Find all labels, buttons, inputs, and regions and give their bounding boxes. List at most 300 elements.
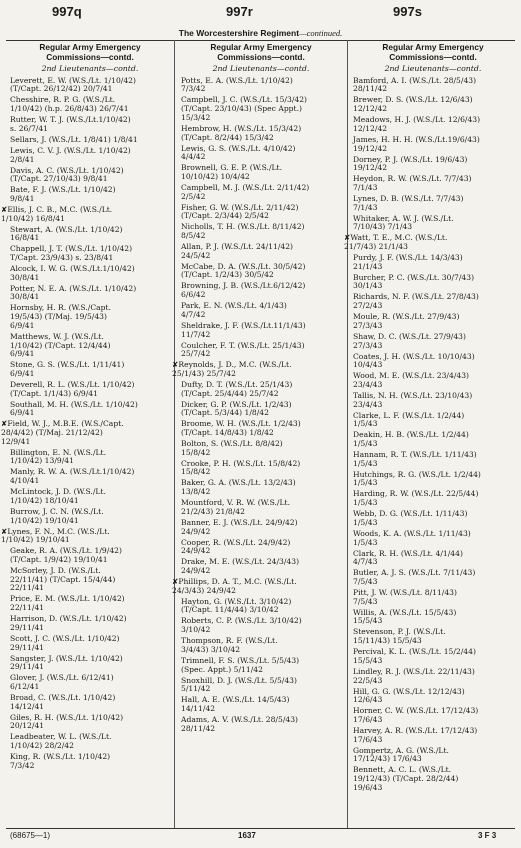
entry-line: Geake, R. A. (W.S./Lt. 1/9/42) bbox=[10, 546, 122, 556]
entry-line: 14/12/41 bbox=[10, 701, 45, 711]
entry-line: T/Capt. 23/9/43) s. 23/8/41 bbox=[10, 253, 114, 263]
entry-line: Watt, T. E., M.C. (W.S./Lt. bbox=[350, 233, 448, 243]
officer-entry bbox=[181, 282, 341, 299]
entry-line: 19/5/43) (T/Maj. 19/5/43) bbox=[10, 312, 107, 322]
entry-list bbox=[1, 75, 170, 771]
entry-line: McCabe, D. A. (W.S./Lt. 30/5/42) bbox=[181, 261, 306, 271]
officer-entry bbox=[353, 293, 513, 310]
entry-line: Drake, M. E. (W.S./Lt. 24/3/43) bbox=[181, 557, 300, 567]
entry-line: Sangster, J. (W.S./Lt. 1/10/42) bbox=[10, 653, 123, 663]
entry-line: King, R. (W.S./Lt. 1/10/42) bbox=[10, 752, 111, 762]
officer-entry bbox=[353, 175, 513, 192]
entry-line: Potts, E. A. (W.S./Lt. 1/10/42) bbox=[181, 75, 293, 85]
entry-line: Dufty, D. T. (W.S./Lt. 25/1/43) bbox=[181, 379, 293, 389]
entry-line: Browning, J. B. (W.S./Lt.6/12/42) bbox=[181, 281, 306, 291]
entry-line: 5/11/42 bbox=[181, 684, 211, 694]
entry-line: Lynes, F. N., M.C. (W.S./Lt. bbox=[7, 526, 110, 536]
entry-line: 23/4/43 bbox=[353, 379, 383, 389]
officer-entry bbox=[181, 342, 341, 359]
officer-entry bbox=[10, 333, 170, 359]
entry-line: Horner, C. W. (W.S./Lt. 17/12/43) bbox=[353, 706, 479, 716]
column-heading-contd: Commissions—contd. bbox=[389, 52, 477, 62]
column-center bbox=[172, 42, 341, 736]
entry-line: 25/7/42 bbox=[181, 349, 211, 359]
entry-line: Whitaker, A. W. J. (W.S./Lt. bbox=[353, 213, 454, 223]
entry-line: 8/5/42 bbox=[181, 231, 206, 241]
entry-line: 15/3/42 bbox=[181, 112, 211, 122]
footer-signature: 3 F 3 bbox=[478, 831, 497, 840]
entry-line: Meadows, H. J. (W.S./Lt. 12/6/43) bbox=[353, 115, 481, 125]
entry-line: Manly, R. W. A. (W.S./Lt.1/10/42) bbox=[10, 467, 135, 477]
entry-line: Broad, C. (W.S./Lt. 1/10/42) bbox=[10, 692, 116, 702]
officer-entry bbox=[353, 313, 513, 330]
entry-line: Giles, R. H. (W.S./Lt. 1/10/42) bbox=[10, 712, 124, 722]
entry-line: 17/6/43 bbox=[353, 714, 383, 724]
column-heading: Regular Army Emergency bbox=[382, 42, 484, 52]
entry-line: Burcher, P. C. (W.S./Lt. 30/7/43) bbox=[353, 272, 475, 282]
officer-entry bbox=[181, 598, 341, 615]
entry-line: 4/7/42 bbox=[181, 309, 206, 319]
entry-line: 6/9/41 bbox=[10, 368, 35, 378]
entry-line: McLintock, J. D. (W.S./Lt. bbox=[10, 487, 106, 497]
entry-line: Mountford, V. R. W. (W.S./Lt. bbox=[181, 498, 290, 508]
entry-line: 16/8/41 bbox=[10, 233, 40, 243]
entry-line: Bamford, A. I. (W.S./Lt. 28/5/43) bbox=[353, 75, 477, 85]
officer-entry bbox=[10, 694, 170, 711]
officer-entry bbox=[181, 657, 341, 674]
officer-entry bbox=[181, 204, 341, 221]
entry-line: 29/11/41 bbox=[10, 662, 45, 672]
entry-line: 7/3/42 bbox=[181, 84, 206, 94]
entry-line: 15/11/43) 15/5/43 bbox=[353, 636, 422, 646]
entry-list bbox=[172, 75, 341, 734]
entry-line: Nicholls, T. H. (W.S./Lt. 8/11/42) bbox=[181, 222, 305, 232]
entry-line: 19/6/43 bbox=[353, 782, 383, 792]
officer-entry bbox=[181, 263, 341, 280]
officer-entry bbox=[353, 156, 513, 173]
entry-line: 1/5/43 bbox=[353, 458, 378, 468]
entry-line: (T/Capt. 5/3/44) 1/8/42 bbox=[181, 408, 269, 418]
officer-entry bbox=[181, 539, 341, 556]
officer-entry bbox=[1, 526, 170, 545]
officer-entry bbox=[10, 136, 170, 145]
top-rule bbox=[6, 40, 515, 41]
entry-line: Baker, G. A. (W.S./Lt. 13/2/43) bbox=[181, 478, 296, 488]
entry-line: Webb, D. G. (W.S./Lt. 1/11/43) bbox=[353, 509, 468, 519]
officer-entry bbox=[353, 490, 513, 507]
entry-line: 1/5/43 bbox=[353, 517, 378, 527]
entry-line: 24/5/42 bbox=[181, 250, 211, 260]
entry-line: Thompson, R. F. (W.S./Lt. bbox=[181, 636, 278, 646]
officer-entry bbox=[181, 440, 341, 457]
entry-line: Reynolds, J. D., M.C. (W.S./Lt. bbox=[178, 360, 292, 370]
entry-line: 4/4/42 bbox=[181, 152, 206, 162]
entry-line: Campbell, M. J. (W.S./Lt. 2/11/42) bbox=[181, 182, 310, 192]
officer-entry bbox=[10, 547, 170, 564]
entry-line: 19/12/42 bbox=[353, 163, 388, 173]
officer-entry bbox=[1, 419, 170, 446]
officer-entry bbox=[1, 204, 170, 223]
regiment-heading bbox=[0, 28, 521, 38]
entry-line: 7/1/43 bbox=[353, 182, 378, 192]
officer-entry bbox=[10, 753, 170, 770]
column-right bbox=[344, 42, 513, 795]
officer-entry bbox=[353, 550, 513, 567]
officer-entry bbox=[353, 412, 513, 429]
entry-line: 28/11/42 bbox=[353, 84, 388, 94]
entry-line: Cooper, R. (W.S./Lt. 24/9/42) bbox=[181, 537, 291, 547]
entry-line: Dicker, G. P. (W.S./Lt. 1/2/43) bbox=[181, 399, 292, 409]
entry-line: 29/11/41 bbox=[10, 642, 45, 652]
officer-entry bbox=[353, 766, 513, 792]
entry-line: (T/Capt. 11/4/44) 3/10/42 bbox=[181, 605, 279, 615]
entry-line: 1/10/42) (T/Capt. 12/4/44) bbox=[10, 340, 111, 350]
column-heading: Regular Army Emergency bbox=[39, 42, 141, 52]
officer-entry bbox=[353, 510, 513, 527]
entry-line: 15/5/43 bbox=[353, 655, 383, 665]
officer-entry bbox=[10, 361, 170, 378]
page-number-center: 997r bbox=[226, 4, 253, 19]
officer-entry bbox=[10, 508, 170, 525]
entry-line: 28/11/42 bbox=[181, 723, 216, 733]
entry-line: 1/5/43 bbox=[353, 419, 378, 429]
entry-line: 27/2/43 bbox=[353, 301, 383, 311]
entry-line: 22/11/41) (T/Capt. 15/4/44) bbox=[10, 574, 116, 584]
entry-line: Roberts, C. P. (W.S./Lt. 3/10/42) bbox=[181, 616, 302, 626]
entry-line: 24/9/42 bbox=[181, 546, 211, 556]
entry-line: (T/Capt. 2/3/44) 2/5/42 bbox=[181, 211, 269, 221]
entry-line: 21/2/43) 21/8/42 bbox=[181, 506, 245, 516]
entry-line: Clark, R. H. (W.S./Lt. 4/1/44) bbox=[353, 548, 463, 558]
officer-entry bbox=[181, 381, 341, 398]
bottom-rule bbox=[6, 828, 515, 829]
entry-line: 9/8/41 bbox=[10, 193, 35, 203]
officer-entry bbox=[353, 195, 513, 212]
entry-line: 21/7/43) 21/1/43 bbox=[344, 242, 408, 252]
entry-line: 6/6/42 bbox=[181, 290, 206, 300]
entry-line: Woods, K. A. (W.S./Lt. 1/11/43) bbox=[353, 528, 471, 538]
cross-mark-icon: ✘ bbox=[344, 233, 351, 243]
entry-line: Fisher, G. W. (W.S./Lt. 2/11/42) bbox=[181, 202, 299, 212]
entry-line: 7/3/42 bbox=[10, 760, 35, 770]
entry-line: 19/12/42 bbox=[353, 143, 388, 153]
entry-line: Pitt, J. W. (W.S./Lt. 8/11/43) bbox=[353, 587, 457, 597]
officer-entry bbox=[181, 460, 341, 477]
entry-line: Lewis, G. S. (W.S./Lt. 4/10/42) bbox=[181, 143, 296, 153]
officer-entry bbox=[181, 479, 341, 496]
entry-line: Billington, E. N. (W.S./Lt. bbox=[10, 447, 107, 457]
entry-line: 1/5/43 bbox=[353, 439, 378, 449]
entry-line: 1/10/42) (h.p. 26/8/43) 26/7/41 bbox=[10, 104, 129, 114]
entry-line: 6/12/41 bbox=[10, 681, 40, 691]
officer-entry bbox=[181, 243, 341, 260]
entry-line: Purdy, J. F. (W.S./Lt. 14/3/43) bbox=[353, 253, 463, 263]
officer-entry bbox=[181, 558, 341, 575]
entry-line: Ellis, J. C. B., M.C. (W.S./Lt. bbox=[7, 204, 113, 214]
entry-line: (Spec. Appt.) 5/11/42 bbox=[181, 664, 263, 674]
entry-line: 1/10/42) 28/2/42 bbox=[10, 741, 74, 751]
cross-mark-icon: ✘ bbox=[1, 419, 8, 429]
entry-line: Deakin, H. B. (W.S./Lt. 1/2/44) bbox=[353, 430, 469, 440]
column-heading-contd: Commissions—contd. bbox=[217, 52, 305, 62]
entry-line: (T/Capt. 1/9/42) 19/10/41 bbox=[10, 554, 108, 564]
officer-entry bbox=[10, 116, 170, 133]
entry-line: Harvey, A. R. (W.S./Lt. 17/12/43) bbox=[353, 725, 478, 735]
officer-entry bbox=[353, 609, 513, 626]
entry-line: 24/9/42 bbox=[181, 526, 211, 536]
officer-entry bbox=[181, 499, 341, 516]
entry-line: Rutter, W. T. J. (W.S./Lt.1/10/42) bbox=[10, 115, 131, 125]
entry-line: 10/4/43 bbox=[353, 360, 383, 370]
entry-line: Percival, K. L. (W.S./Lt. 15/2/44) bbox=[353, 647, 476, 657]
officer-entry bbox=[10, 714, 170, 731]
entry-line: 22/5/43 bbox=[353, 675, 383, 685]
entry-line: Wood, M. E. (W.S./Lt. 23/4/43) bbox=[353, 371, 470, 381]
entry-line: Crooke, P. H. (W.S./Lt. 15/8/42) bbox=[181, 458, 301, 468]
entry-line: Harding, R. W. (W.S./Lt. 22/5/44) bbox=[353, 489, 479, 499]
officer-entry bbox=[353, 136, 513, 153]
regiment-name: The Worcestershire Regiment bbox=[178, 28, 300, 38]
entry-line: Heydon, R. W. (W.S./Lt. 7/7/43) bbox=[353, 174, 472, 184]
officer-entry bbox=[353, 372, 513, 389]
officer-entry bbox=[353, 353, 513, 370]
page-number-left: 997q bbox=[52, 4, 82, 19]
cross-mark-icon: ✘ bbox=[172, 360, 179, 370]
entry-line: 7/5/43 bbox=[353, 576, 378, 586]
officer-entry bbox=[10, 96, 170, 113]
entry-line: Banner, E. J. (W.S./Lt. 24/9/42) bbox=[181, 517, 298, 527]
officer-entry bbox=[353, 648, 513, 665]
entry-line: Bolton, S. (W.S./Lt. 8/8/42) bbox=[181, 439, 283, 449]
entry-line: Hornsby, H. R. (W.S./Capt. bbox=[10, 303, 111, 313]
entry-line: Park, E. N. (W.S./Lt. 4/1/43) bbox=[181, 301, 287, 311]
officer-entry bbox=[353, 471, 513, 488]
entry-line: 28/4/42) (T/Maj. 21/12/42) bbox=[1, 428, 103, 438]
entry-line: Leverett, E. W. (W.S./Lt. 1/10/42) bbox=[10, 75, 136, 85]
entry-line: 12/6/43 bbox=[353, 695, 383, 705]
entry-line: 22/11/41 bbox=[10, 603, 45, 613]
entry-line: (T/Capt. 8/2/44) 15/3/42 bbox=[181, 132, 274, 142]
entry-line: Richards, N. F. (W.S./Lt. 27/8/43) bbox=[353, 292, 479, 302]
entry-line: 4/10/41 bbox=[10, 476, 40, 486]
entry-line: Lindley, R. J. (W.S./Lt. 22/11/43) bbox=[353, 666, 475, 676]
entry-line: 30/1/43 bbox=[353, 281, 383, 291]
officer-entry bbox=[353, 628, 513, 645]
officer-entry bbox=[353, 668, 513, 685]
entry-line: Price, E. M. (W.S./Lt. 1/10/42) bbox=[10, 594, 125, 604]
entry-line: Broome, W. H. (W.S./Lt. 1/2/43) bbox=[181, 419, 301, 429]
entry-line: 1/10/42) 19/10/41 bbox=[10, 515, 79, 525]
officer-entry bbox=[10, 186, 170, 203]
entry-line: 17/12/43) 17/6/43 bbox=[353, 754, 422, 764]
entry-line: (T/Capt. 26/12/42) 20/7/41 bbox=[10, 84, 113, 94]
page-numbers bbox=[0, 4, 521, 26]
entry-line: James, H. H. H. (W.S./Lt.19/6/43) bbox=[353, 134, 480, 144]
entry-line: 24/3/43) 24/9/42 bbox=[172, 585, 236, 595]
entry-list bbox=[344, 75, 513, 793]
cross-mark-icon: ✘ bbox=[1, 526, 8, 536]
officer-entry bbox=[181, 617, 341, 634]
entry-line: 13/8/42 bbox=[181, 487, 211, 497]
entry-line: Davis, A. C. (W.S./Lt. 1/10/42) bbox=[10, 165, 124, 175]
entry-line: (T/Capt. 1/2/43) 30/5/42 bbox=[181, 270, 274, 280]
officer-entry bbox=[10, 226, 170, 243]
officer-entry bbox=[353, 254, 513, 271]
entry-line: 4/7/43 bbox=[353, 557, 378, 567]
officer-entry bbox=[344, 233, 513, 252]
entry-line: 1/5/43 bbox=[353, 498, 378, 508]
entry-line: 15/8/42 bbox=[181, 447, 211, 457]
officer-entry bbox=[10, 567, 170, 593]
entry-line: Hall, A. E. (W.S./Lt. 14/5/43) bbox=[181, 695, 290, 705]
entry-line: 1/5/43 bbox=[353, 478, 378, 488]
entry-line: 3/10/42 bbox=[181, 625, 211, 635]
entry-line: Harrison, D. (W.S./Lt. 1/10/42) bbox=[10, 614, 127, 624]
entry-line: (T/Capt. 14/8/43) 1/8/42 bbox=[181, 428, 274, 438]
entry-line: Hannam, R. T. (W.S./Lt. 1/11/43) bbox=[353, 450, 477, 460]
entry-line: 19/12/43) (T/Capt. 28/2/44) bbox=[353, 774, 459, 784]
entry-line: Leadbeater, W. L. (W.S./Lt. bbox=[10, 732, 112, 742]
officer-entry bbox=[10, 674, 170, 691]
entry-line: 1/10/42) 19/10/41 bbox=[1, 535, 70, 545]
officer-entry bbox=[353, 431, 513, 448]
officer-entry bbox=[181, 302, 341, 319]
entry-line: Stevenson, P. J. (W.S./Lt. bbox=[353, 627, 446, 637]
entry-line: Gompertz, A. G. (W.S./Lt. bbox=[353, 745, 449, 755]
entry-line: Clarke, L. F. (W.S./Lt. 1/2/44) bbox=[353, 410, 465, 420]
column-heading-contd: Commissions—contd. bbox=[46, 52, 134, 62]
entry-line: 1/10/42) 16/8/41 bbox=[1, 213, 65, 223]
officer-entry bbox=[181, 716, 341, 733]
column-left bbox=[1, 42, 170, 773]
officer-entry bbox=[181, 164, 341, 181]
entry-line: 10/10/42) 10/4/42 bbox=[181, 171, 250, 181]
entry-line: Deverell, R. L. (W.S./Lt. 1/10/42) bbox=[10, 379, 135, 389]
entry-line: 27/3/43 bbox=[353, 340, 383, 350]
entry-line: 15/5/43 bbox=[353, 616, 383, 626]
entry-line: 20/12/41 bbox=[10, 721, 45, 731]
officer-entry bbox=[353, 747, 513, 764]
officer-entry bbox=[172, 576, 341, 595]
rank-subheading: 2nd Lieutenants—contd. bbox=[212, 64, 310, 73]
entry-line: 6/9/41 bbox=[10, 349, 35, 359]
officer-entry bbox=[181, 96, 341, 122]
entry-line: (T/Capt. 27/10/43) 9/8/41 bbox=[10, 174, 108, 184]
footer-page-number: 1637 bbox=[238, 831, 256, 840]
entry-line: Trimnell, F. S. (W.S./Lt. 5/5/43) bbox=[181, 655, 300, 665]
officer-entry bbox=[181, 696, 341, 713]
entry-line: 7/5/43 bbox=[353, 596, 378, 606]
column-heading: Regular Army Emergency bbox=[210, 42, 312, 52]
officer-entry bbox=[10, 488, 170, 505]
entry-line: 12/9/41 bbox=[1, 436, 31, 446]
entry-line: 30/8/41 bbox=[10, 272, 40, 282]
entry-line: Potter, N. E. A. (W.S./Lt. 1/10/42) bbox=[10, 283, 137, 293]
officer-entry bbox=[353, 451, 513, 468]
entry-line: Stewart, A. (W.S./Lt. 1/10/42) bbox=[10, 224, 123, 234]
entry-line: (T/Capt. 1/1/43) 6/9/41 bbox=[10, 388, 98, 398]
officer-entry bbox=[181, 322, 341, 339]
entry-line: 17/6/43 bbox=[353, 734, 383, 744]
entry-line: Shaw, D. C. (W.S./Lt. 27/9/43) bbox=[353, 331, 466, 341]
entry-line: 22/11/41 bbox=[10, 583, 45, 593]
entry-line: (T/Capt. 25/4/44) 25/7/42 bbox=[181, 388, 279, 398]
entry-line: Bate, F. J. (W.S./Lt. 1/10/42) bbox=[10, 185, 116, 195]
column-divider bbox=[347, 40, 348, 828]
page-number-right: 997s bbox=[393, 4, 422, 19]
entry-line: 7/10/43) 7/1/43 bbox=[353, 222, 413, 232]
officer-entry bbox=[353, 96, 513, 113]
officer-entry bbox=[353, 727, 513, 744]
entry-line: 11/7/42 bbox=[181, 329, 211, 339]
entry-line: Dorney, P. J. (W.S./Lt. 19/6/43) bbox=[353, 154, 468, 164]
officer-entry bbox=[10, 245, 170, 262]
officer-entry bbox=[181, 125, 341, 142]
entry-line: Hayton, G. (W.S./Lt. 3/10/42) bbox=[181, 596, 292, 606]
entry-line: 2/8/41 bbox=[10, 154, 35, 164]
regiment-suffix: —continued. bbox=[299, 28, 343, 38]
officer-entry bbox=[10, 304, 170, 330]
entry-line: 3/4/43) 3/10/42 bbox=[181, 644, 241, 654]
officer-entry bbox=[10, 468, 170, 485]
officer-entry bbox=[353, 116, 513, 133]
officer-entry bbox=[181, 637, 341, 654]
entry-line: 7/1/43 bbox=[353, 202, 378, 212]
rank-subheading: 2nd Lieutenants—contd. bbox=[384, 64, 482, 73]
officer-entry bbox=[353, 392, 513, 409]
entry-line: Adams, A. V. (W.S./Lt. 28/5/43) bbox=[181, 714, 299, 724]
column-divider bbox=[174, 40, 175, 828]
entry-line: Brownell, G. E. P. (W.S./Lt. bbox=[181, 163, 283, 173]
entry-line: Hutchings, R. G. (W.S./Lt. 1/2/44) bbox=[353, 469, 481, 479]
entry-line: Lynes, D. B. (W.S./Lt. 7/7/43) bbox=[353, 193, 464, 203]
entry-line: 24/9/42 bbox=[181, 565, 211, 575]
officer-entry bbox=[353, 215, 513, 232]
entry-line: Hembrow, H. (W.S./Lt. 15/3/42) bbox=[181, 123, 302, 133]
officer-entry bbox=[181, 223, 341, 240]
officer-entry bbox=[181, 401, 341, 418]
entry-line: Coulcher, F. T. (W.S./Lt. 25/1/43) bbox=[181, 340, 305, 350]
entry-line: Snoxhill, D. J. (W.S./Lt. 5/5/43) bbox=[181, 675, 297, 685]
officer-entry bbox=[181, 184, 341, 201]
officer-entry bbox=[10, 147, 170, 164]
entry-line: 25/1/43) 25/7/42 bbox=[172, 368, 236, 378]
officer-entry bbox=[10, 615, 170, 632]
entry-line: Campbell, J. C. (W.S./Lt. 15/3/42) bbox=[181, 95, 308, 105]
entry-line: Alcock, I. W. G. (W.S./Lt.1/10/42) bbox=[10, 264, 135, 274]
entry-line: Butler, A. J. S. (W.S./Lt. 7/11/43) bbox=[353, 568, 476, 578]
officer-entry bbox=[181, 145, 341, 162]
entry-line: 30/8/41 bbox=[10, 292, 40, 302]
entry-line: Coates, J. H. (W.S./Lt. 10/10/43) bbox=[353, 351, 475, 361]
entry-line: Moule, R. (W.S./Lt. 27/9/43) bbox=[353, 312, 460, 322]
officer-entry bbox=[10, 401, 170, 418]
officer-entry bbox=[172, 360, 341, 378]
entry-line: 1/10/42) 18/10/41 bbox=[10, 495, 79, 505]
officer-entry bbox=[353, 589, 513, 606]
entry-line: 21/1/43 bbox=[353, 261, 383, 271]
entry-line: Chappell, J. T. (W.S./Lt. 1/10/42) bbox=[10, 244, 133, 254]
entry-line: 14/11/42 bbox=[181, 703, 216, 713]
entry-line: McSorley, J. D. (W.S./Lt. bbox=[10, 565, 101, 575]
entry-line: Scott, J. C. (W.S./Lt. 1/10/42) bbox=[10, 633, 120, 643]
entry-line: Hill, G. G. (W.S./Lt. 12/12/43) bbox=[353, 686, 465, 696]
officer-entry bbox=[353, 688, 513, 705]
officer-entry bbox=[10, 635, 170, 652]
officer-entry bbox=[353, 333, 513, 350]
entry-line: Bennett, A. C. L. (W.S./Lt. bbox=[353, 765, 452, 775]
entry-line: Sheldrake, J. F. (W.S./Lt.11/1/43) bbox=[181, 320, 306, 330]
